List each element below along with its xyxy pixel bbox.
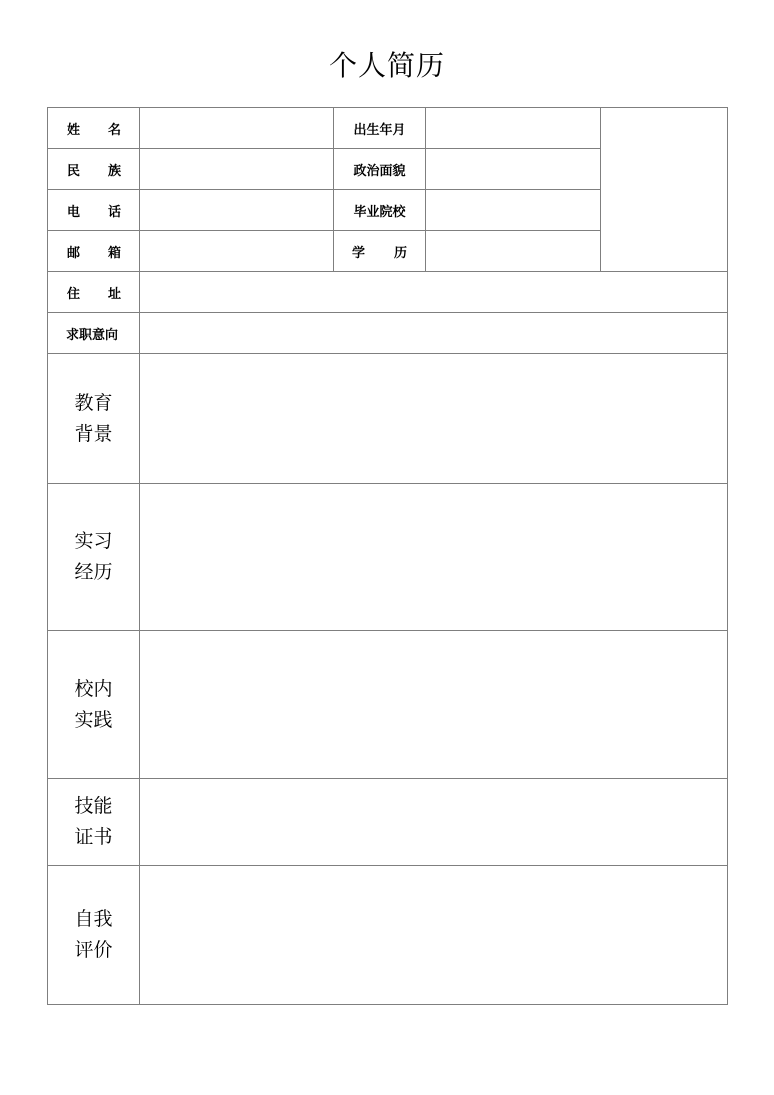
row-skills bbox=[48, 779, 728, 866]
self-evaluation-field[interactable] bbox=[140, 866, 728, 1005]
address-label: 住 址 bbox=[67, 286, 121, 302]
school-label: 毕业院校 bbox=[353, 204, 406, 220]
row-campus-practice bbox=[48, 631, 728, 779]
education-level-label: 学 历 bbox=[352, 245, 407, 261]
internship-label-cell bbox=[48, 484, 140, 631]
name-label-cell bbox=[48, 108, 140, 149]
birth-label: 出生年月 bbox=[353, 122, 406, 138]
politics-label: 政治面貌 bbox=[353, 163, 406, 179]
education-background-label: 教育 背景 bbox=[74, 391, 113, 445]
ethnicity-label-cell bbox=[48, 149, 140, 190]
skills-label: 技能 证书 bbox=[74, 795, 113, 848]
education-label-cell bbox=[334, 231, 426, 272]
objective-label: 求职意向 bbox=[66, 327, 119, 343]
objective-label-cell bbox=[48, 313, 140, 354]
address-field[interactable] bbox=[140, 272, 728, 313]
ethnicity-field[interactable] bbox=[140, 149, 334, 190]
campus-practice-field[interactable] bbox=[140, 631, 728, 779]
birth-field[interactable] bbox=[426, 108, 601, 149]
name-field[interactable] bbox=[140, 108, 334, 149]
page-title: 个人简历 bbox=[328, 49, 445, 82]
education-level-field[interactable] bbox=[426, 231, 601, 272]
row-internship bbox=[48, 484, 728, 631]
skills-field[interactable] bbox=[140, 779, 728, 866]
photo-area[interactable] bbox=[601, 108, 728, 272]
resume-table bbox=[47, 107, 728, 1005]
school-label-cell bbox=[334, 190, 426, 231]
ethnicity-label: 民 族 bbox=[67, 163, 121, 179]
self-evaluation-label-cell bbox=[48, 866, 140, 1005]
objective-field[interactable] bbox=[140, 313, 728, 354]
campus-practice-label-cell bbox=[48, 631, 140, 779]
email-field[interactable] bbox=[140, 231, 334, 272]
phone-label-cell bbox=[48, 190, 140, 231]
phone-field[interactable] bbox=[140, 190, 334, 231]
politics-label-cell bbox=[334, 149, 426, 190]
row-self-evaluation bbox=[48, 866, 728, 1005]
email-label-cell bbox=[48, 231, 140, 272]
email-label: 邮 箱 bbox=[67, 245, 121, 261]
row-education-background bbox=[48, 354, 728, 484]
self-evaluation-label: 自我 评价 bbox=[74, 908, 113, 961]
internship-field[interactable] bbox=[140, 484, 728, 631]
row-address bbox=[48, 272, 728, 313]
education-background-field[interactable] bbox=[140, 354, 728, 484]
row-objective bbox=[48, 313, 728, 354]
school-field[interactable] bbox=[426, 190, 601, 231]
education-background-label-cell bbox=[48, 354, 140, 484]
name-label: 姓 名 bbox=[67, 122, 121, 138]
campus-practice-label: 校内 实践 bbox=[74, 677, 113, 731]
row-name bbox=[48, 108, 728, 149]
phone-label: 电 话 bbox=[67, 204, 121, 220]
birth-label-cell bbox=[334, 108, 426, 149]
skills-label-cell bbox=[48, 779, 140, 866]
politics-field[interactable] bbox=[426, 149, 601, 190]
address-label-cell bbox=[48, 272, 140, 313]
internship-label: 实习 经历 bbox=[74, 530, 113, 583]
